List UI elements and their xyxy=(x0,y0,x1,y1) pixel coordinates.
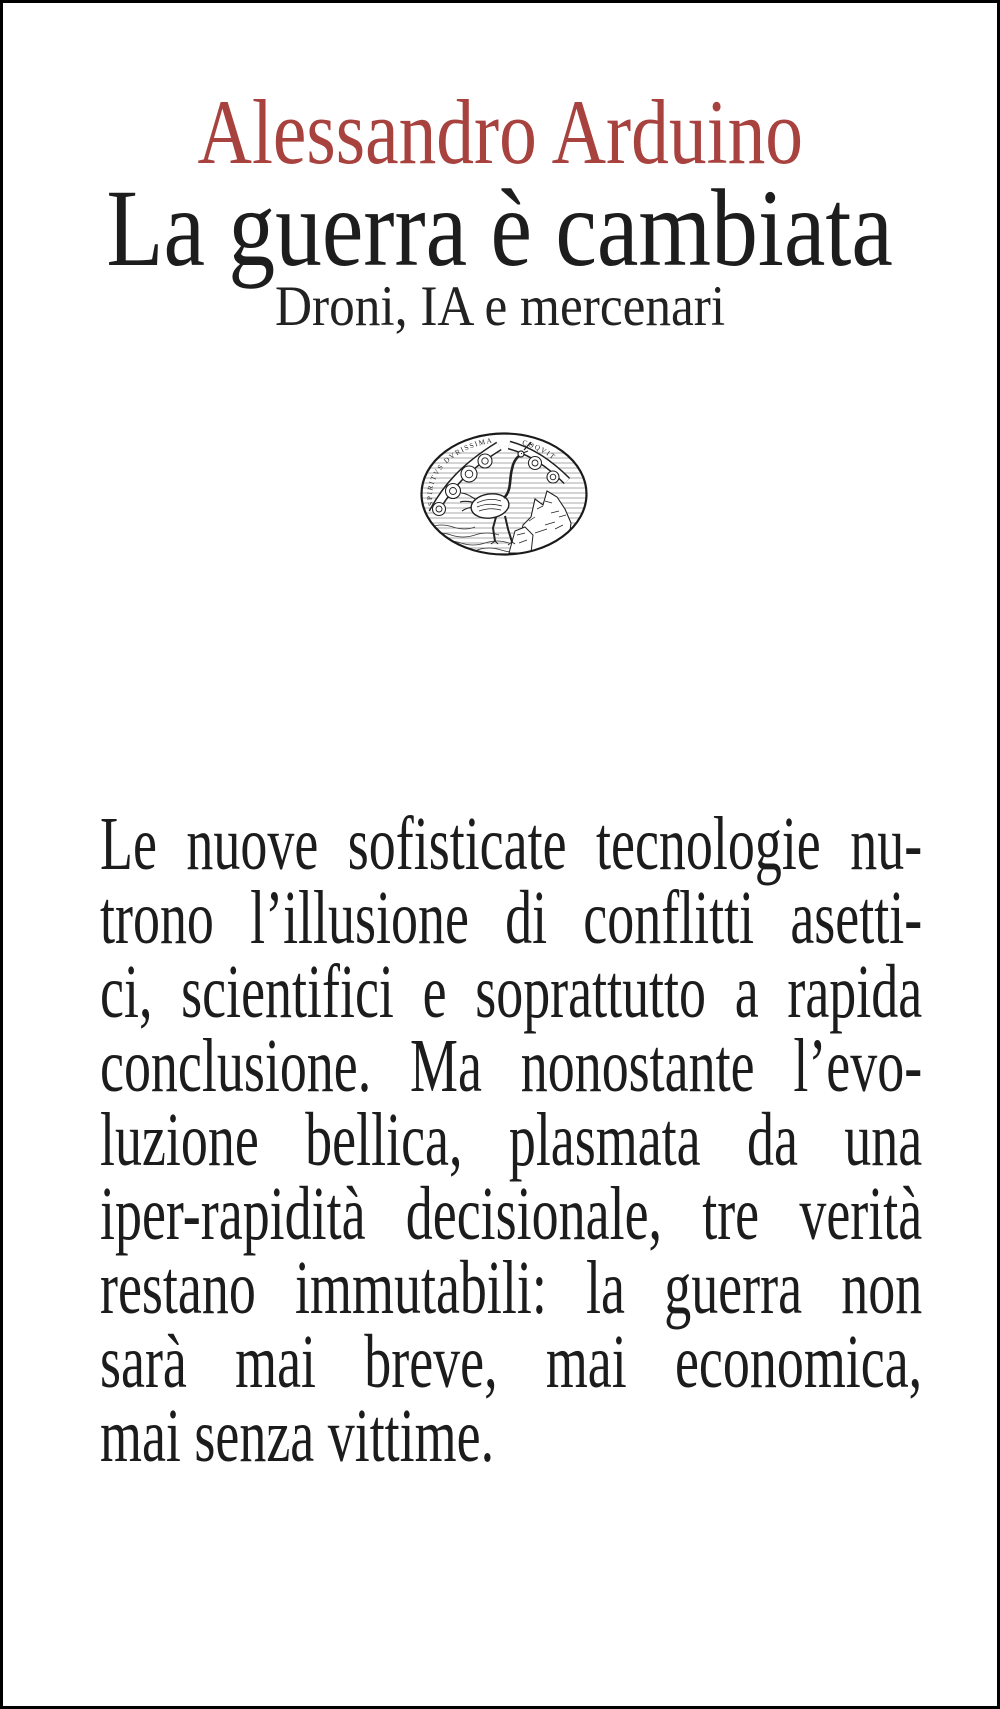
blurb-line: iper-rapidità decisionale, tre verità xyxy=(100,1172,923,1256)
blurb-line: mai senza vittime. xyxy=(100,1394,495,1478)
blurb-line: conclusione. Ma nonostante l’evo- xyxy=(100,1024,923,1108)
blurb-line: sarà mai breve, mai economica, xyxy=(100,1320,923,1404)
back-blurb xyxy=(100,802,923,1478)
blurb-line: restano immutabili: la guerra non xyxy=(100,1246,923,1330)
book-title-text: La guerra è cambiata xyxy=(106,167,894,289)
book-title xyxy=(3,167,997,289)
book-subtitle xyxy=(3,275,997,338)
emblem-motto-right: COQVIT xyxy=(521,438,558,462)
blurb-line: Le nuove sofisticate tecnologie nu- xyxy=(100,802,923,886)
blurb-line: trono l’illusione di conflitti asetti- xyxy=(100,876,923,960)
blurb-line: luzione bellica, plasmata da una xyxy=(100,1098,923,1182)
einaudi-ostrich-logo-icon xyxy=(417,429,591,559)
author-name-text: Alessandro Arduino xyxy=(197,81,803,183)
author-name xyxy=(3,81,997,183)
blurb-line: ci, scientifici e soprattutto a rapida xyxy=(100,950,923,1034)
book-subtitle-text: Droni, IA e mercenari xyxy=(274,275,726,338)
emblem-motto-left: SPIRITVS DVRISSIMA xyxy=(425,436,494,507)
